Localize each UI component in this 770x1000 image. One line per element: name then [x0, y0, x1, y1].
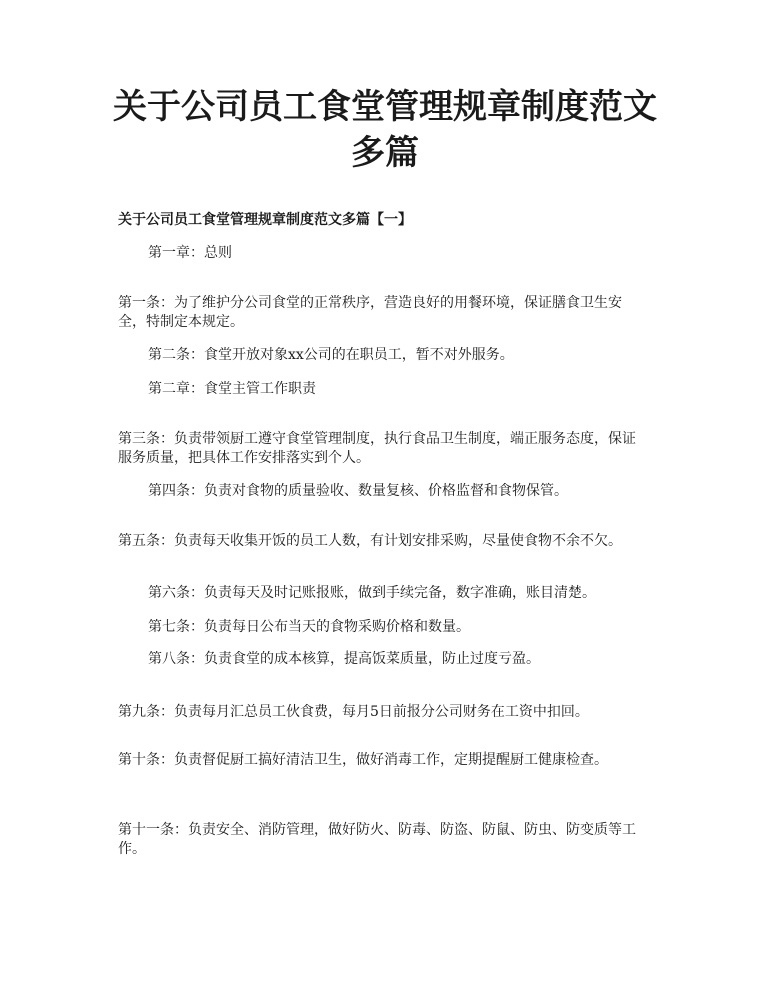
article-paragraph: 第四条：负责对食物的质量验收、数量复核、价格监督和食物保管。	[148, 483, 568, 499]
section-heading: 关于公司员工食堂管理规章制度范文多篇【一】	[118, 212, 412, 228]
article-paragraph: 第十一条：负责安全、消防管理，做好防火、防毒、防盗、防鼠、防虫、防变质等工作。	[118, 822, 636, 857]
article-paragraph: 第一条：为了维护分公司食堂的正常秩序，营造良好的用餐环境，保证膳食卫生安全，特制定本规定。	[118, 295, 622, 330]
article-paragraph: 第六条：负责每天及时记账报账，做到手续完备，数字准确，账目清楚。	[148, 585, 596, 601]
article-paragraph: 第十条：负责督促厨工搞好清洁卫生，做好消毒工作，定期提醒厨工健康检查。	[118, 752, 608, 768]
article-paragraph: 第三条：负责带领厨工遵守食堂管理制度，执行食品卫生制度，端正服务态度，保证服务质量，把具体工作安排落实到个人。	[118, 431, 636, 466]
article-paragraph: 第五条：负责每天收集开饭的员工人数，有计划安排采购，尽量使食物不余不欠。	[118, 533, 622, 549]
chapter-heading: 第二章：食堂主管工作职责	[148, 381, 316, 397]
article-paragraph: 第八条：负责食堂的成本核算，提高饭菜质量，防止过度亏盈。	[148, 651, 540, 667]
chapter-heading: 第一章：总则	[148, 245, 232, 261]
article-paragraph: 第九条：负责每月汇总员工伙食费，每月5日前报分公司财务在工资中扣回。	[118, 704, 589, 720]
article-paragraph: 第七条：负责每日公布当天的食物采购价格和数量。	[148, 619, 470, 635]
document-title: 关于公司员工食堂管理规章制度范文多篇	[113, 87, 657, 173]
article-paragraph: 第二条：食堂开放对象xx公司的在职员工，暂不对外服务。	[148, 347, 514, 363]
